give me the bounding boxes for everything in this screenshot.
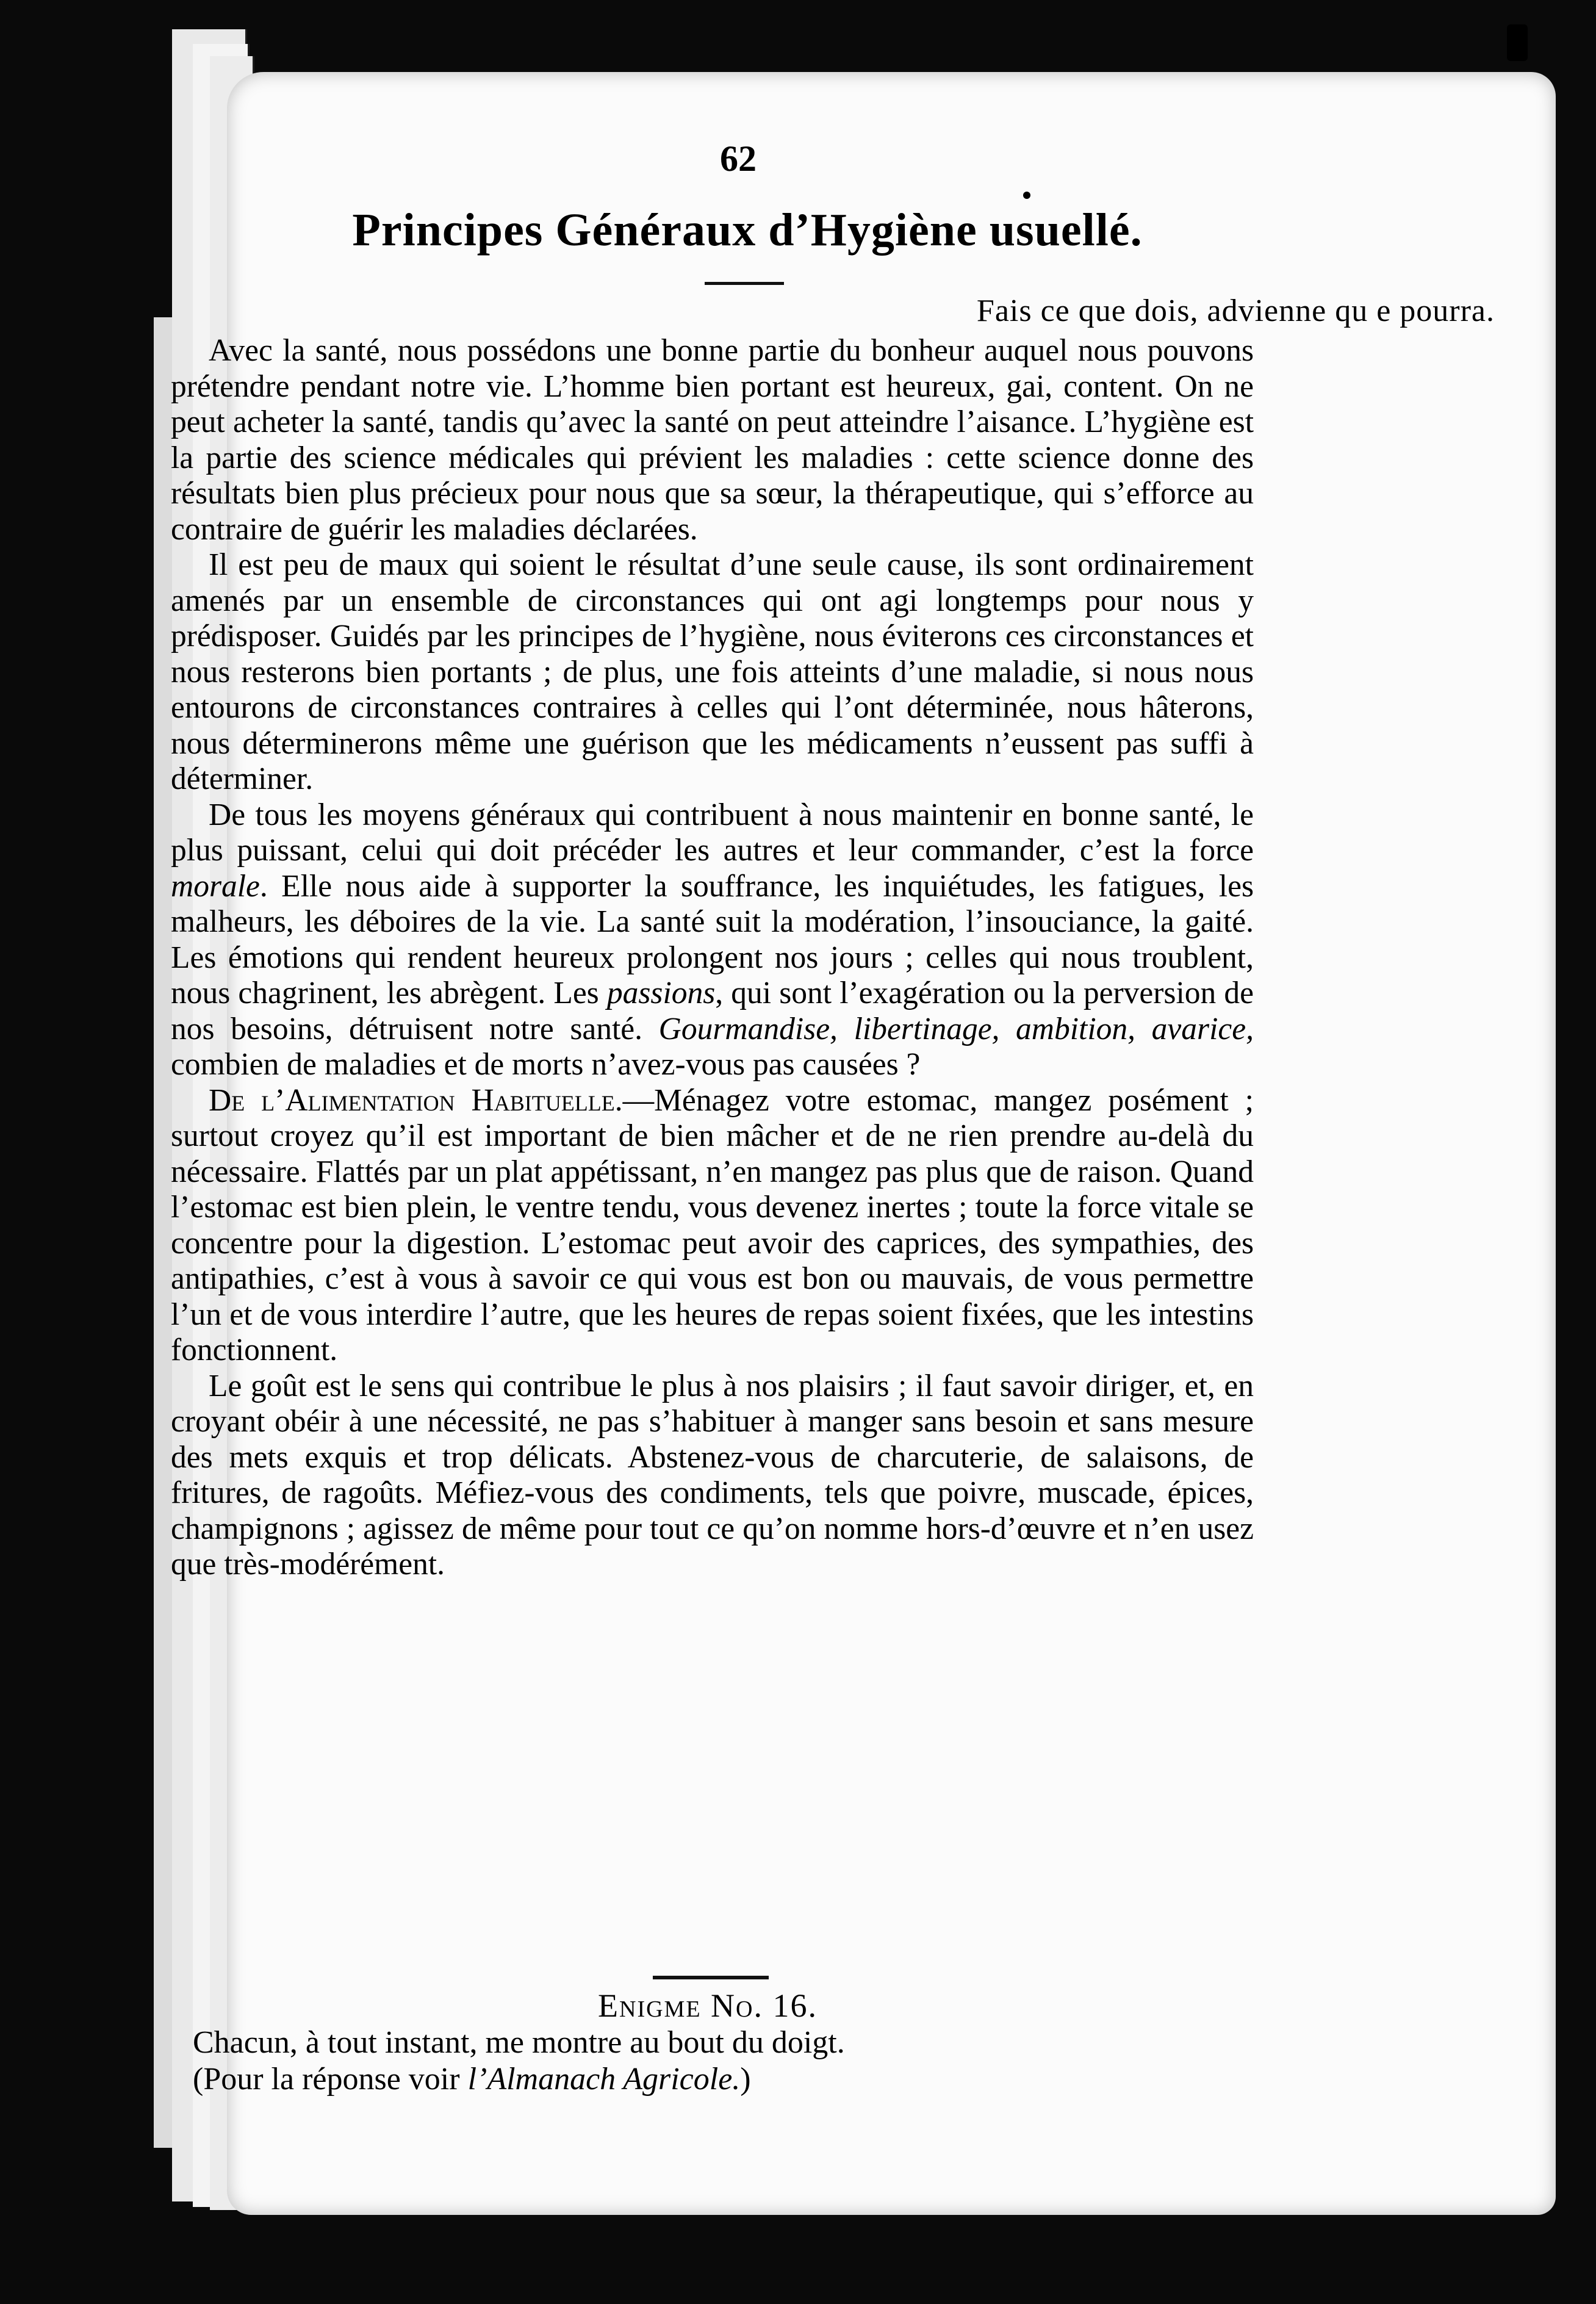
enigma-line-1: Chacun, à tout instant, me montre au bout du doigt. (193, 2025, 845, 2060)
enigma-title: Enigme No. 16. (598, 1987, 818, 2024)
paragraph-5: Le goût est le sens qui contribue le plus à nos plaisirs ; il faut savoir diriger, et, en croyant obéir à une nécessité, ne pas s’habituer à manger sans besoin et sans mesure des mets exquis et trop délicats. Abstenez-vous de charcuterie, de salaisons, de fritures, de ragoûts. Méfiez-vous des condiments, tels que poivre, muscade, épices, champignons ; agissez de même pour tout ce qu’on nomme hors-d’œuvre et n’en usez que très-modérément. (171, 1368, 1254, 1582)
paragraph-3-text: , qui sont l’exagération ou la perversion de nos besoins, détruisent notre santé. (171, 976, 1254, 1046)
paragraph-3-text: . Elle nous aide à supporter la souffrance, les inquiétudes, les fatigues, les malheurs, les déboires de la vie. La santé suit la modération, l’insouciance, la gaité. Les émotions qui rendent heureux prolongent nos jours ; celles qui nous troublent, nous chagrinent, les abrègent. Les (171, 868, 1254, 1010)
enigma-divider (653, 1976, 769, 1979)
article-body (171, 333, 1254, 1583)
paragraph-3-text: De tous les moyens généraux qui contribuent à nous maintenir en bonne santé, le plus puissant, celui qui doit précéder les autres et leur commander, c’est la force (171, 797, 1254, 868)
emphasis-passions: passions (606, 976, 716, 1010)
paragraph-4-text: —Ménagez votre estomac, mangez posément ; surtout croyez qu’il est important de bien mâcher et de ne rien prendre au-delà du nécessaire. Flattés par un plat appétissant, n’en mangez pas plus que de raison. Quand l’estomac est bien plein, le ventre tendu, vous devenez inertes ; toute la force vitale se concentre pour la digestion. L’estomac peut avoir des caprices, des sympathies, des antipathies, c’est à vous à savoir ce qui vous est bon ou mauvais, de vous permettre l’un et de vous interdire l’autre, que les heures de repas soient fixées, que les intestins fonctionnent. (171, 1082, 1254, 1367)
page-number: 62 (720, 139, 757, 179)
epigraph: Fais ce que dois, advienne qu e pourra. (976, 293, 1495, 328)
paragraph-4 (171, 1083, 1254, 1369)
almanach-reference: l’Almanach Agricole. (467, 2062, 741, 2097)
enigma-line-2 (193, 2061, 1291, 2098)
scan-mark (1507, 24, 1528, 61)
enigma-text (193, 2025, 1291, 2098)
ink-dot (1023, 192, 1030, 199)
paragraph-1: Avec la santé, nous possédons une bonne partie du bonheur auquel nous pouvons prétendre pendant notre vie. L’homme bien portant est heureux, gai, content. On ne peut acheter la santé, tandis qu’avec la santé on peut atteindre l’aisance. L’hygiène est la partie des science médicales qui prévient les maladies : cette science donne des résultats bien plus précieux pour nous que sa sœur, la thérapeutique, qui s’efforce au contraire de guérir les maladies déclarées. (171, 333, 1254, 547)
paragraph-2: Il est peu de maux qui soient le résultat d’une seule cause, ils sont ordinairement amenés par un ensemble de circonstances qui ont agi longtemps pour nous y prédisposer. Guidés par les principes de l’hygiène, nous éviterons ces circonstances et nous resterons bien portants ; de plus, une fois atteints d’une maladie, si nous nous entourons de circonstances contraires à celles qui l’ont déterminée, nous hâterons, nous déterminerons même une guérison que les médicaments n’eussent pas suffi à déterminer. (171, 547, 1254, 796)
title-divider (705, 282, 784, 285)
paragraph-3-text: combien de maladies et de morts n’avez-vous pas causées ? (171, 1047, 921, 1082)
enigma-line-2-close: ) (740, 2062, 751, 2097)
emphasis-vices: Gourmandise, libertinage, ambition, avarice, (658, 1011, 1254, 1046)
section-heading: De l’Alimentation Habituelle. (209, 1082, 623, 1118)
paragraph-3 (171, 797, 1254, 1083)
emphasis-morale: morale (171, 868, 260, 904)
page-title: Principes Généraux d’Hygiène usuellé. (352, 204, 1143, 256)
enigma-line-2-text: (Pour la réponse voir (193, 2062, 468, 2097)
